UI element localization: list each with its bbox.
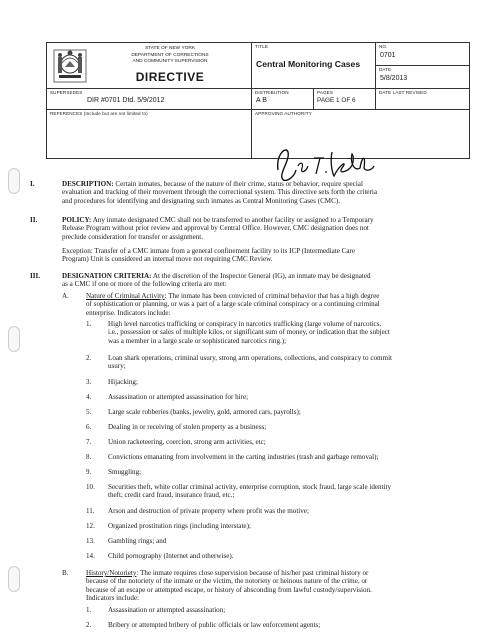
item-line: Loan shark operations, criminal usury, strong arm operations, collections, and conspiracy to commit [108,354,393,362]
subsection-line: Indicators include: [86,594,139,603]
pages-label: PAGES [317,90,333,95]
subsection-line: of sophistication or planning, or was a part of a large scale criminal conspiracy or a continuing criminal [86,300,380,309]
date-last-revised-label: DATE LAST REVISED [379,90,427,95]
subsection-line: because of an escape or attempted escape, or history of absconding from lawful custody/supervision. [86,585,372,594]
item-number: 12. [86,522,95,530]
supersedes-value: DIR #0701 Dtd. 5/9/2012 [87,97,165,104]
distribution-cell [251,88,314,110]
section-line: Any inmate designated CMC shall not be transferred to another facility or assigned to a Temporary [91,216,374,224]
date-cell [375,65,470,89]
department-name-2: AND COMMUNITY SUPERVISION [132,59,208,64]
subsection-heading: History/Notoriety [86,569,137,577]
item-number: 5. [86,408,92,416]
distribution-value: A B [256,97,267,104]
section-line: Release Program without prior review and approval by Central Office. However, CMC designation does not [62,224,369,233]
item-line: usury; [108,362,126,371]
item-number: 9. [86,468,92,476]
punch-hole [8,326,20,352]
punch-hole [8,566,20,592]
item-number: 11. [86,507,95,515]
subsection-line: enterprise. Indicators include: [86,308,171,317]
item-line: was a member in a large scale or sophisticated narcotics ring.); [108,336,287,345]
item-number: 14. [86,552,95,560]
subsection-text [86,292,472,317]
section-number: II. [30,216,38,224]
section-number: III. [30,272,41,280]
item-number: 2. [86,354,92,362]
item-number: 3. [86,378,92,386]
item-number: 1. [86,320,92,328]
punch-hole [8,168,20,194]
item-number: 2. [86,621,92,629]
section-text [62,216,472,264]
subsection-letter: B. [62,569,69,577]
subsection-line: because of the notoriety of the inmate or the victim, the notoriety or heinous nature of the crime, or [86,577,368,586]
subsection-letter: A. [62,292,69,300]
item-text: Bribery or attempted bribery of public officials or law enforcement agents; [108,621,321,629]
section-heading: POLICY: [62,216,92,224]
item-number: 13. [86,537,95,545]
department-name: DEPARTMENT OF CORRECTIONS [131,53,209,58]
agency-cell [46,42,252,89]
section-heading: DESCRIPTION: [62,180,114,188]
date-last-revised-cell [375,88,470,110]
directive-heading: DIRECTIVE [135,70,205,84]
section-heading: DESIGNATION CRITERIA: [62,272,152,280]
references-label: REFERENCES (Include but are not limited to) [50,111,148,116]
item-text [108,483,472,500]
exception-line: Exception: Transfer of a CMC inmate from a general confinement facility to its ICP (Intermediate Care [62,247,356,256]
title-label: TITLE [255,44,269,49]
date-label: DATE [379,67,392,72]
item-number: 1. [86,606,92,614]
item-text: Arson and destruction of private property where profit was the motive; [108,507,309,515]
approving-label: APPROVING AUTHORITY [255,111,312,116]
directive-date: 5/8/2013 [380,75,408,82]
item-text: Smuggling; [108,468,142,476]
title-cell [251,42,376,89]
pages-value: PAGE 1 OF 6 [317,97,356,104]
number-label: NO. [379,44,388,49]
section-line: and procedures for identifying and designating such inmates as Central Monitoring Cases (CMC). [62,196,340,205]
pages-cell [313,88,376,110]
item-text: Hijacking; [108,378,138,386]
item-number: 7. [86,438,92,446]
exception-line: Program) Unit is considered an internal move not requiring CMC Review. [62,255,273,264]
item-number: 10. [86,483,95,491]
state-seal-icon [53,49,87,83]
item-text: Organized prostitution rings (including interstate); [108,522,251,530]
item-line: theft, credit card fraud, insurance fraud, etc.; [108,491,235,500]
directive-title: Central Monitoring Cases [256,59,361,69]
section-line: preclude consideration for transfer or assignment. [62,232,204,241]
item-text: Gambling rings; and [108,537,167,545]
section-number: I. [30,180,35,188]
item-number: 6. [86,423,92,431]
item-text [108,354,472,371]
state-name: STATE OF NEW YORK [144,46,196,51]
item-text: Dealing in or receiving of stolen property as a business; [108,423,267,431]
references-cell [46,109,252,159]
section-line: evaluation and tracking of their movement through the correctional system. This directive sets forth the criteria [62,188,378,197]
item-line: i.e., possession or sales of multiple kilos, or significant sum of money, or indication that the subject [108,328,390,337]
supersedes-cell [46,88,252,110]
subsection-line: : The inmate requires close supervision because of his/her past criminal history or [136,569,369,577]
supersedes-label: SUPERSEDES [50,90,83,95]
section-text [62,180,472,205]
subsection-heading: Nature of Criminal Activity [86,292,165,300]
item-text: Large scale robberies (banks, jewelry, gold, armored cars, payrolls); [108,408,301,416]
directive-number: 0701 [380,52,396,59]
item-line: High level narcotics trafficking or conspiracy in narcotics trafficking (large volume of narcotics, [108,320,382,328]
item-line: Securities theft, white collar criminal activity, enterprise corruption, stock fraud, large scale identity [108,483,392,491]
number-cell [375,42,470,66]
item-text: Assassination or attempted assassination for hire; [108,393,249,401]
item-text: Union racketeering, coercion, strong arm activities, etc; [108,438,266,446]
item-text: Assassination or attempted assassination; [108,606,226,614]
item-number: 8. [86,453,92,461]
item-text: Child pornography (Internet and otherwise). [108,552,234,560]
section-line: as a CMC if one or more of the following criteria are met: [62,280,227,289]
subsection-text [86,569,472,602]
section-text [62,272,472,289]
section-line: Certain inmates, because of the nature of their crime, status or behavior, require special [113,180,363,188]
item-text [108,320,472,345]
section-line: At the discretion of the Inspector General (IG), an inmate may be designated [151,272,371,280]
item-text: Convictions emanating from involvement in the carting industries (trash and garbage removal); [108,453,379,461]
distribution-label: DISTRIBUTION [255,90,289,95]
subsection-line: : The inmate has been convicted of criminal behavior that has a high degree [164,292,380,300]
item-number: 4. [86,393,92,401]
